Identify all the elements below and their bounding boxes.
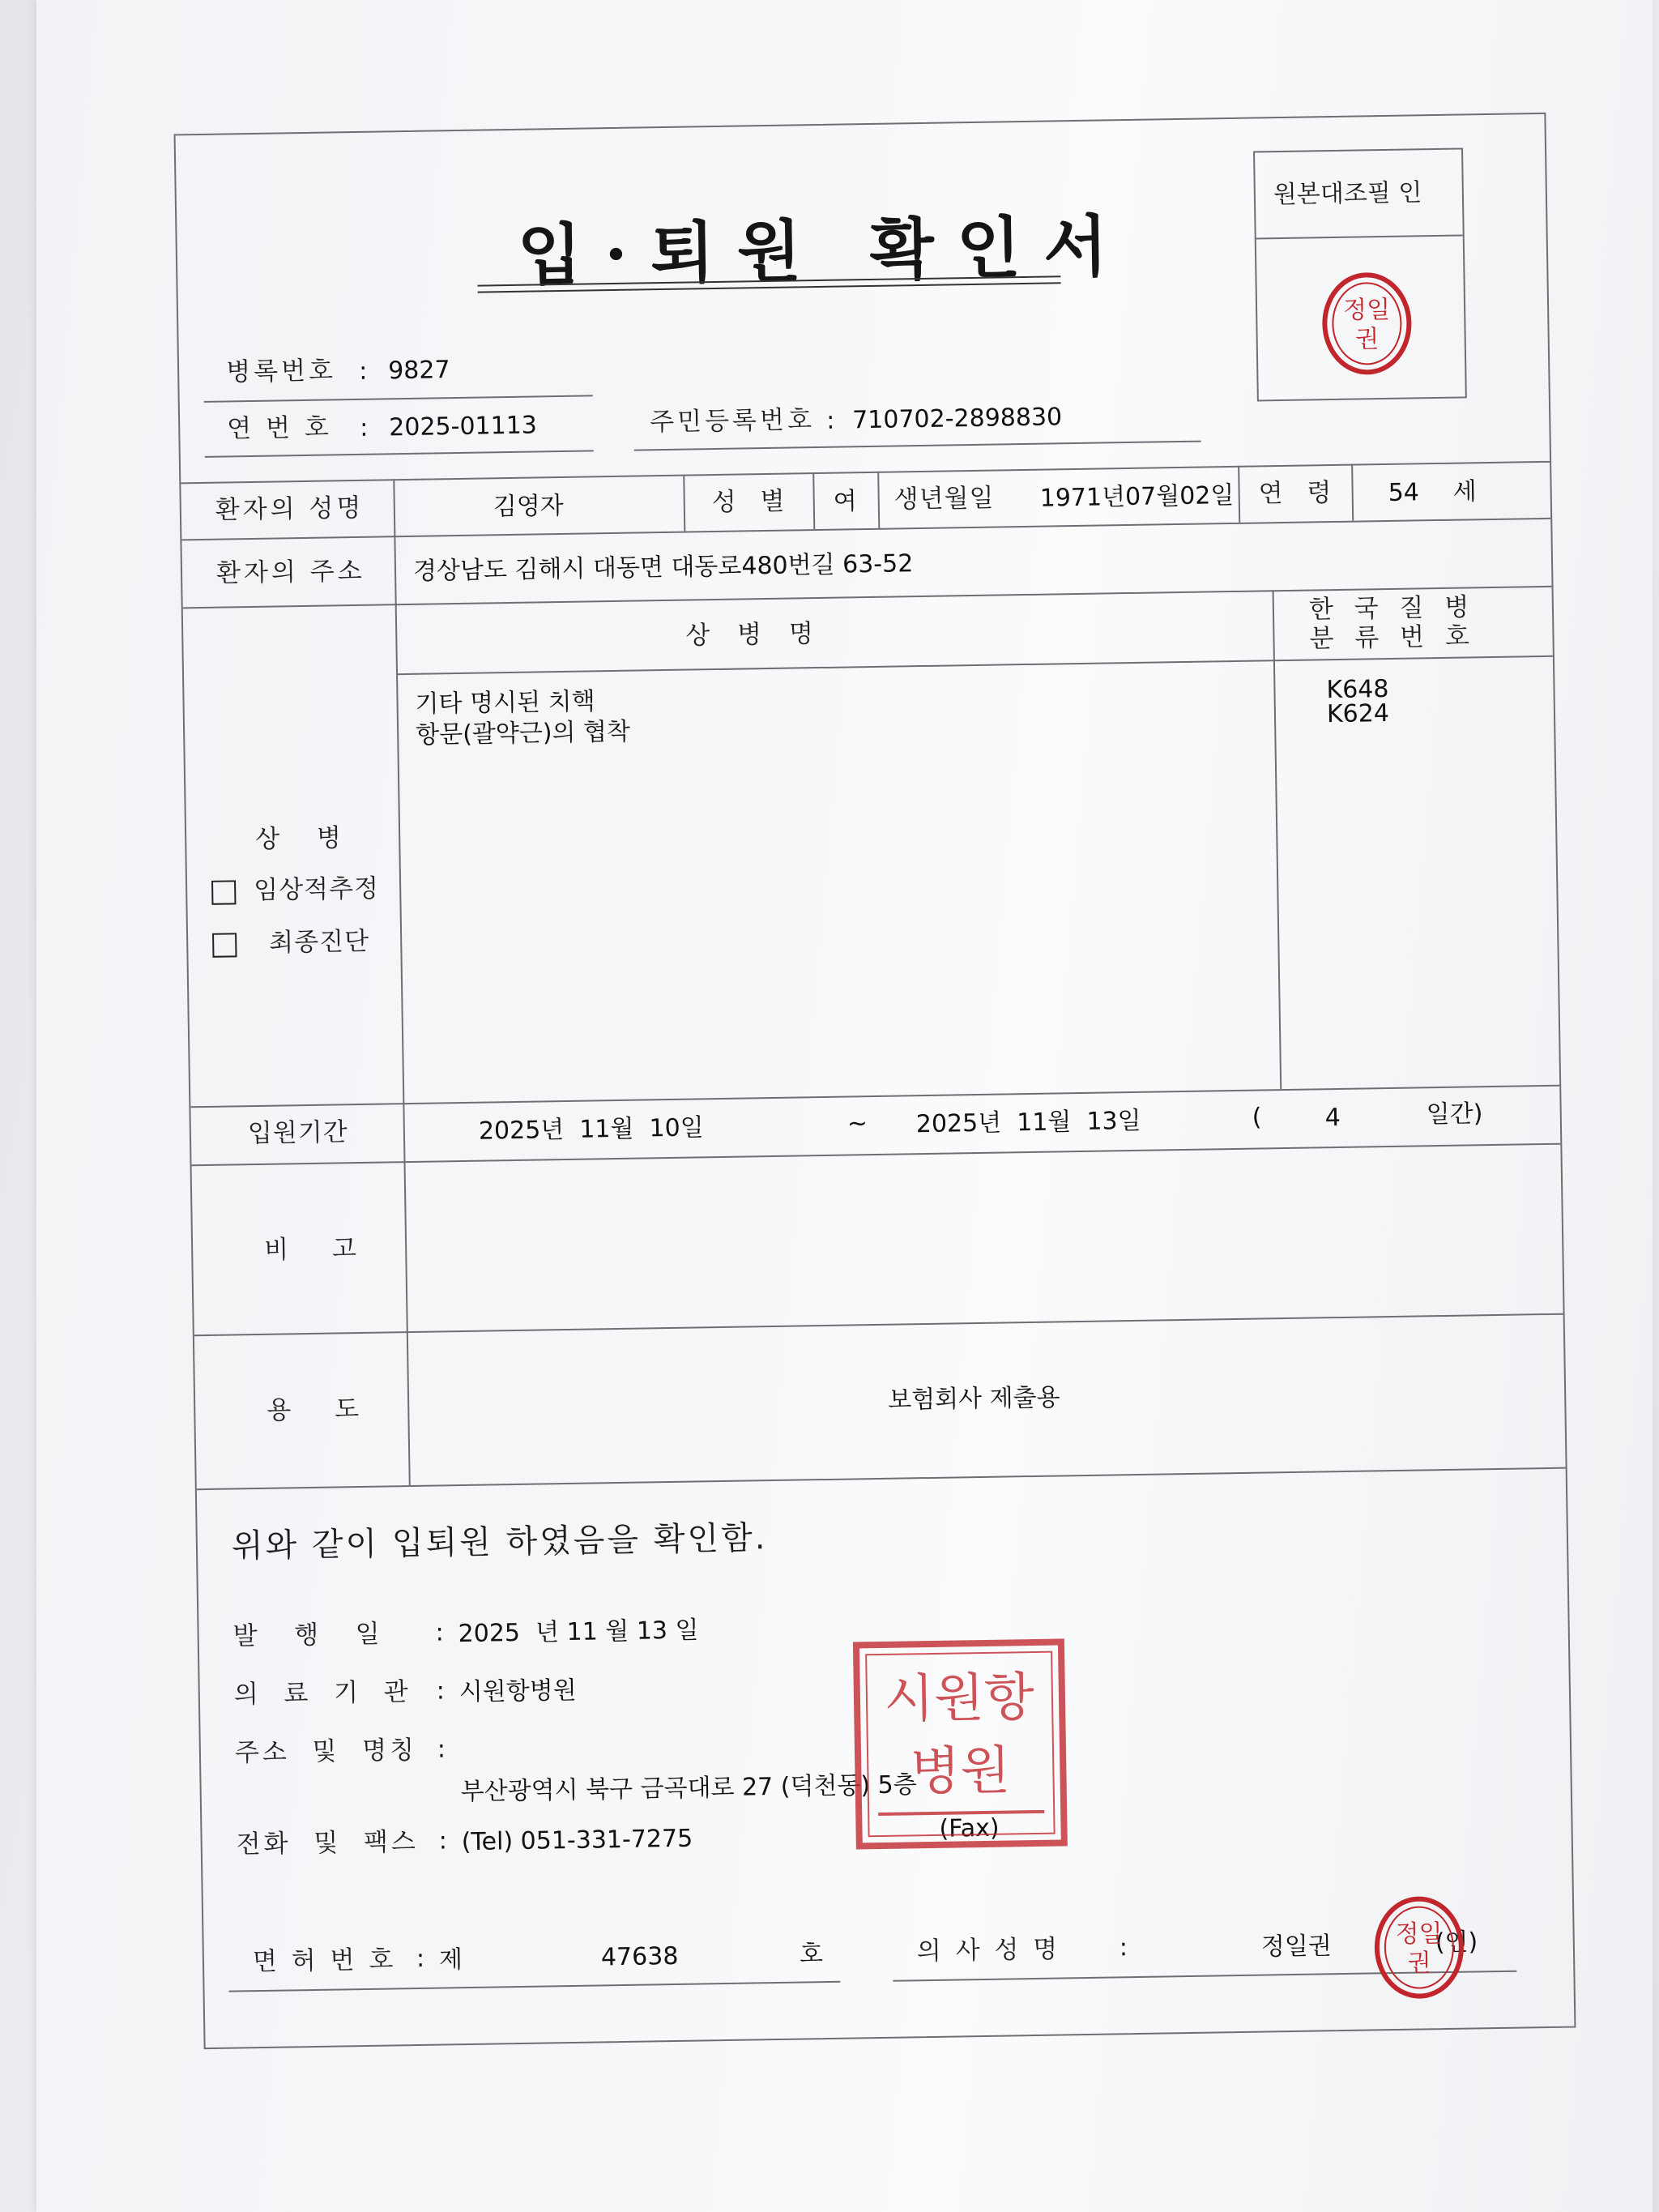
serial-number-label: 연 번 호 [226,412,333,444]
admission-days: 4 [1324,1103,1341,1133]
address-label: 환자의 주소 [215,556,365,588]
disease-item-2-name: 항문(괄약근)의 협착 [415,717,631,749]
patient-name-label: 환자의 성명 [215,493,365,525]
row-line [194,1313,1563,1337]
col-line [812,472,815,529]
hospital-address-label: 주소 및 명칭 [234,1735,418,1768]
row-line [396,655,1553,675]
serial-number-underline [205,450,594,458]
svg-text:정일: 정일 [1342,295,1391,325]
age-value: 54 [1388,478,1420,507]
col-line [1273,590,1282,1089]
disease-name-header: 상 병 명 [685,618,824,651]
final-diagnosis-checkbox[interactable] [212,933,237,957]
purpose-value: 보험회사 제출용 [887,1383,1060,1415]
issue-date-value: 2025 년 11 월 13 일 [458,1616,699,1649]
institution-colon: : [436,1676,446,1706]
clinical-estimate-checkbox[interactable] [211,880,236,904]
purpose-label: 용 도 [267,1394,377,1425]
admission-start: 2025년 11월 10일 [478,1113,704,1146]
disease-item-1-code: K648 [1326,674,1389,705]
license-label: 면 허 번 호 [252,1945,397,1977]
doctor-name-colon: : [1119,1933,1128,1962]
birth-label: 생년월일 [893,483,995,515]
age-label: 연 령 [1258,477,1340,509]
phone-label: 전화 및 팩스 [236,1826,420,1860]
resident-number-underline [634,441,1201,451]
patient-name: 김영자 [493,491,565,522]
admission-open-paren: ( [1252,1103,1262,1132]
license-colon: : [416,1944,425,1974]
record-number-label: 병록번호 [225,356,337,387]
resident-number-value: 710702-2898830 [851,403,1063,435]
col-line [683,475,685,532]
sex-value: 여 [833,487,858,516]
table-top-line [181,461,1550,485]
disease-item-1-name: 기타 명시된 치핵 [415,687,595,719]
final-diagnosis-label: 최종진단 [268,926,370,958]
institution-value: 시원항병원 [458,1676,577,1707]
doctor-seal-mark: (인) [1435,1928,1478,1958]
fax-value: (Fax) [939,1813,1000,1843]
disease-item-2-code: K624 [1326,698,1390,729]
serial-number-value: 2025-01113 [388,411,538,442]
col-line [877,472,880,528]
institution-label: 의 료 기 관 [233,1677,412,1710]
svg-text:권: 권 [1354,325,1380,354]
col-line [393,479,411,1485]
age-unit: 세 [1452,477,1477,506]
phone-value: (Tel) 051-331-7275 [461,1824,693,1857]
paper-sheet [36,0,1653,2212]
hospital-address-value: 부산광역시 북구 금곡대로 27 (덕천동) 5층 [460,1770,917,1807]
doctor-seal [1370,1894,1469,2001]
clinical-estimate-label: 임상적추정 [253,873,380,906]
document-title: 입·퇴원 확인서 [517,207,1131,295]
hospital-address-colon: : [437,1735,446,1764]
svg-text:병원: 병원 [910,1740,1011,1803]
issue-date-colon: : [435,1618,445,1647]
admission-tilde: ~ [847,1109,868,1138]
serial-number-colon: : [359,413,369,442]
code-header-line1: 한 국 질 병 [1308,592,1476,625]
original-check-box [1253,147,1467,401]
code-header-line2: 분 류 번 호 [1309,621,1477,654]
original-check-seal [1317,270,1416,377]
admission-days-suffix: 일간) [1426,1100,1483,1129]
birth-value: 1971년07월02일 [1039,480,1235,513]
remarks-label: 비 고 [263,1233,375,1265]
col-line [1238,466,1240,523]
address-value: 경상남도 김해시 대동면 대동로480번길 63-52 [412,549,914,586]
resident-number-colon: : [825,406,835,435]
row-line [192,1143,1561,1167]
admission-end: 2025년 11월 13일 [915,1106,1141,1139]
issue-date-label: 발 행 일 [232,1619,383,1651]
license-number: 47638 [600,1941,679,1972]
doctor-name-label: 의 사 성 명 [916,1934,1061,1966]
record-number-underline [204,395,593,403]
phone-colon: : [438,1826,448,1855]
license-prefix: 제 [438,1945,463,1975]
divider [1256,234,1463,239]
hospital-seal [851,1637,1069,1851]
confirmation-text: 위와 같이 입퇴원 하였음을 확인함. [231,1519,768,1565]
col-line [1351,464,1354,521]
svg-text:정일: 정일 [1395,1919,1443,1949]
original-check-label: 원본대조필 인 [1273,178,1422,210]
row-line [181,518,1550,541]
license-suffix: 호 [799,1940,824,1969]
svg-text:권: 권 [1407,1949,1431,1978]
sex-label: 성 별 [711,486,793,518]
certificate-frame [174,113,1576,2049]
row-line [190,1085,1559,1108]
admission-label: 입원기간 [247,1117,348,1149]
doctor-name: 정일권 [1260,1932,1333,1962]
record-number-colon: : [358,357,368,386]
license-underline [229,1981,841,1992]
row-line [197,1467,1566,1491]
disease-section-label: 상 병 [254,823,356,854]
record-number-value: 9827 [387,356,450,386]
svg-text:시원항: 시원항 [883,1668,1035,1730]
resident-number-label: 주민등록번호 [649,405,816,438]
